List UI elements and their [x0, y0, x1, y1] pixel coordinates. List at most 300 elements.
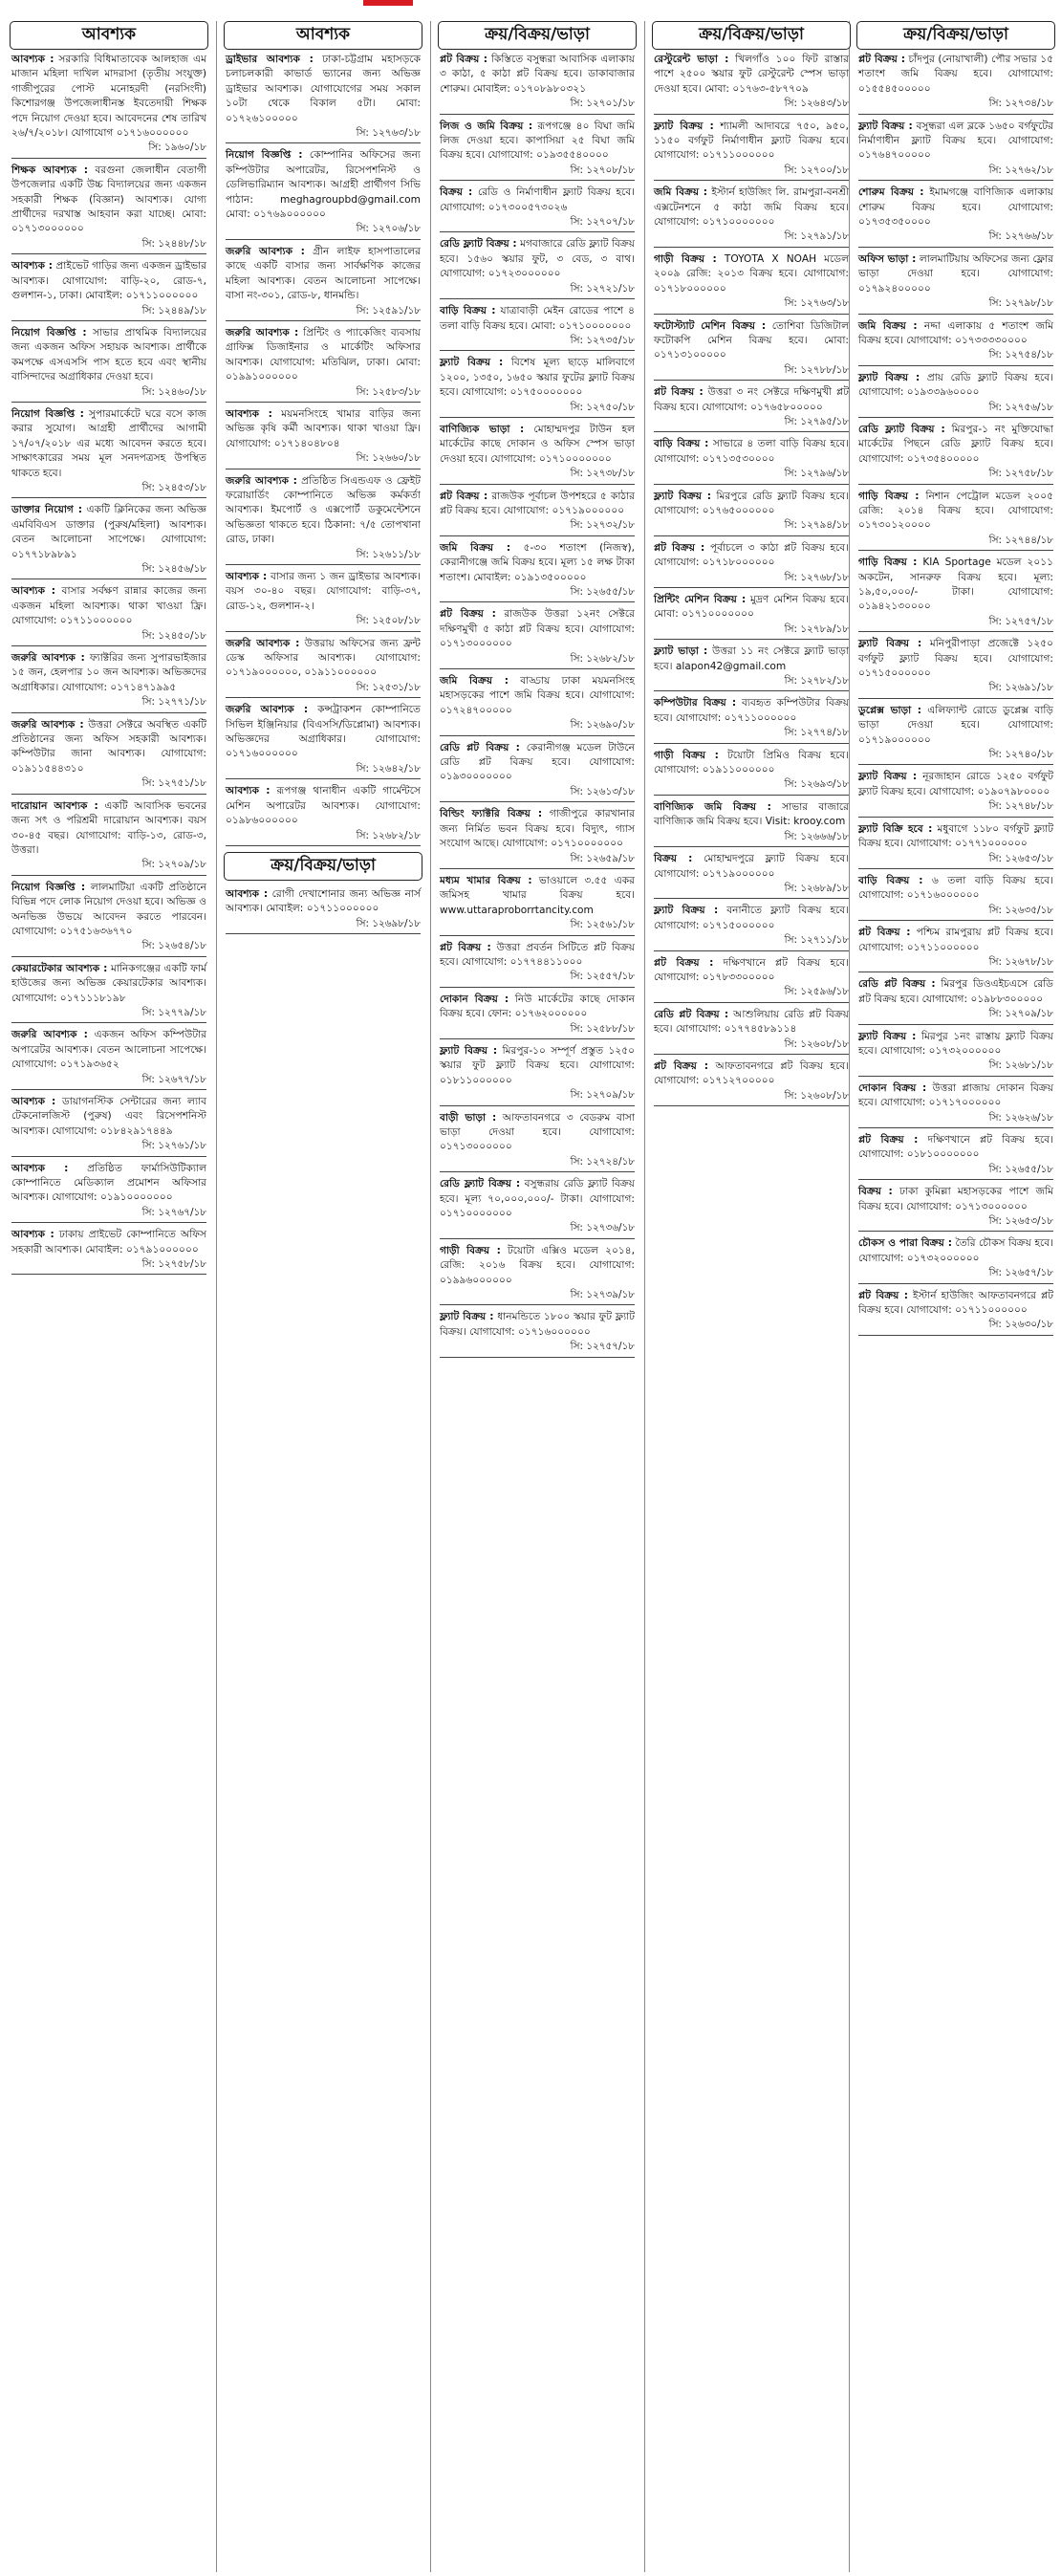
ad-body: নদ্দা এলাকায় ৫ শতাংশ জমি বিক্রয় হবে। যোগাযোগ: ০১৭৩৩৩৩০০০০ [858, 319, 1054, 346]
ad-title: বাড়ী ভাড়া : [440, 1111, 497, 1124]
ad-title: অফিস ভাড়া : [858, 252, 917, 265]
ad-title: জরুরি আবশ্যক : [11, 652, 85, 665]
classified-ad [224, 50, 422, 143]
classified-ad [224, 567, 422, 632]
ad-title: ডাক্তার নিয়োগ : [11, 504, 83, 516]
ad-body: আফতাবনগরে ৩ বেডরুম বাসা ভাড়া দেওয়া হবে। যোগাযোগ: ০১৭১৩০০০০০০ [440, 1111, 635, 1153]
ad-body: মনিপুরীপাড়া প্রজেক্টে ১২৫০ বর্গফুট ফ্ল্যাট বিক্রয় হবে। যোগাযোগ: ০১৭১৫০০০০০০ [858, 638, 1054, 680]
ad-body: দক্ষিণখানে প্লট বিক্রয় হবে। যোগাযোগ: ০১৭৮৩৩০০০০০ [654, 956, 849, 983]
classified-ad [652, 434, 851, 484]
ad-body: গ্রীন লাইফ হাসপাতালের কাছে একটি বাসার জন্য সার্বক্ষণিক কাজের মহিলা আবশ্যক। বেতন আলোচনা সাপেক্ষে। বাসা নং-৩০১, রোড-৮, ধানমন্ডি। [226, 245, 421, 302]
classified-ad [652, 590, 851, 640]
page-top-bar [0, 0, 1061, 10]
ad-body: শ্যামলী আদাবরে ৭৫০, ৯৫০, ১১৫০ বর্গফুট নির্মাণাধীন ফ্ল্যাট বিক্রয় হবে। যোগাযোগ: ০১৭১১০০০০০০ [654, 120, 850, 162]
ad-title: গাড়ী বিক্রয় : [654, 749, 719, 761]
ad-title: ফ্ল্যাট বিক্রি হবে : [858, 822, 933, 835]
ad-title: বাণিজ্যিক জমি বিক্রয় : [654, 800, 771, 813]
ad-reference: সি: ১২৭৩৫/১৮ [440, 334, 635, 351]
classified-ad [856, 183, 1055, 248]
ad-title: বাণিজ্যিক ভাড়া : [440, 423, 525, 435]
ad-body: একজন অফিস কম্পিউটার অপারেটর আবশ্যক। বেতন আলোচনা সাপেক্ষে। যোগাযোগ: ০১৭১৯৩৬৫২ [11, 1029, 206, 1071]
classified-ad [438, 604, 637, 669]
classified-ad [856, 974, 1055, 1024]
top-accent-stripe [363, 0, 413, 6]
ad-title: ফ্ল্যাট বিক্রয় : [858, 371, 920, 383]
ad-body: কোম্পানির অফিসের জন্য কম্পিউটার অপারেটর, রিসেপশনিস্ট ও ডেলিভারিম্যান আবশ্যক। আগ্রহী প্রার্থীগণ সিভি পাঠান: meghagroupbd@gmail.com মোবা: ০১৭৬৯০০০০০০ [226, 149, 421, 221]
ad-reference: সি: ১২৬৫৩/১৮ [858, 1214, 1053, 1232]
ad-title: নিয়োগ বিজ্ঞপ্তি : [226, 149, 303, 162]
ad-title: রেডি প্লট বিক্রয় : [440, 741, 520, 753]
ad-body: প্রতিষ্ঠিত ফার্মাসিউটিক্যাল কোম্পানিতে মেডিক্যাল প্রমোশন অফিসার আবশ্যক। যোগাযোগ: ০১৯১০০০০০০০ [11, 1162, 206, 1204]
ad-body: পশ্চিম রামপুরায় প্লট বিক্রয় হবে। যোগাযোগ: ০১৭১১০০০০০০ [858, 927, 1053, 953]
ad-reference: সি: ১২৬১৩/১৮ [440, 785, 635, 802]
ad-reference: সি: ১২৭৯৪/১৮ [654, 518, 849, 535]
ad-body: ইস্টার্ন হাউজিং আফতাবনগরে প্লট বিক্রয় হবে। যোগাযোগ: ০১৭১১০০০০০০ [858, 1289, 1053, 1317]
ad-reference: সি: ১২৬৮২/১৮ [440, 652, 635, 669]
ad-body: আফতাবনগরে প্লট বিক্রয় হবে। যোগাযোগ: ০১৭১২৭০০০০০ [654, 1059, 849, 1087]
classified-ad [438, 301, 637, 351]
ad-body: লালমাটিয়ায় অফিসের জন্য ফ্লোর ভাড়া দেওয়া হবে। যোগাযোগ: ০১৭৯২৪০০০০০ [858, 252, 1053, 295]
ad-reference: সি: ১২৫৮৮/১৮ [440, 1022, 635, 1039]
ad-body: সাভারে ৪ তলা বাড়ি বিক্রয় হবে। যোগাযোগ: ০১৭১৩৫৩০০০০ [654, 438, 850, 465]
classified-ad [438, 990, 637, 1039]
ad-title: নিয়োগ বিজ্ঞপ্তি : [11, 881, 86, 893]
classified-ad [10, 1225, 208, 1275]
ad-reference: সি: ১২৭৬৩/১৮ [654, 296, 849, 314]
ad-title: বিল্ডিং ফ্যাক্টরি বিক্রয় : [440, 808, 543, 820]
ad-body: প্রিন্টিং ও প্যাকেজিং ব্যবসায় গ্রাফিক্স ডিজাইনার ও মার্কেটিং অফিসার আবশ্যক। যোগাযোগ: মতিঝিল, ঢাকা। মোবা: ০১৯৯১০০০০০০ [226, 326, 422, 383]
ad-reference: সি: ১২৭৫০/১৮ [440, 401, 635, 418]
ad-reference: সি: ১২৫৫৭/১৮ [440, 970, 635, 987]
ad-title: আবশ্যক : [11, 1096, 56, 1107]
ad-body: টয়োটা এক্সিও মডেল ২০১৪, রেজি: ২০১৬ বিক্রয় হবে। যোগাযোগ: ০১৯৯৬০০০০০০ [440, 1244, 635, 1286]
ad-body: বনানীতে ফ্ল্যাট বিক্রয় হবে। যোগাযোগ: ০১৭১৫০০০০০০ [654, 905, 849, 931]
ad-reference: সি: ১২৭৫৭/১৮ [440, 1340, 635, 1357]
ad-title: প্লট বিক্রয় : [858, 1134, 919, 1146]
ad-body: KIA Sportage মডেল ২০১১ অকটেন, সানরুফ বিক্রয় হবে। মূল্য: ১৯,৫০,০০০/- টাকা। যোগাযোগ: ০১৯৪২১৩০০০০ [858, 557, 1054, 613]
ad-title: প্লট বিক্রয় : [654, 1059, 708, 1072]
ad-body: রেডি ও নির্মাণাধীন ফ্ল্যাট বিক্রয় হবে। যোগাযোগ: ০১৭৩০০৫৭৩০২৬ [440, 186, 636, 213]
ad-title: ফ্ল্যাট বিক্রয় : [440, 357, 504, 369]
ad-reference: সি: ১২৭৬৩/১৮ [226, 126, 421, 143]
classified-ad [652, 117, 851, 182]
ad-title: প্লট বিক্রয় : [858, 54, 905, 65]
ad-reference: সি: ১২৭৯৮/১৮ [858, 296, 1053, 314]
ad-reference: সি: ১২৪৪৮/১৮ [11, 237, 206, 254]
ad-body: একটি ক্লিনিকের জন্য অভিজ্ঞ এমবিবিএস ডাক্তার (পুরুষ/মহিলা) আবশ্যক। বেতন আলোচনা সাপেক্ষে। যোগাযোগ: ০১৭৭১৮৯৮৯১ [11, 504, 206, 560]
ad-reference: সি: ১২৭৩৪/১৮ [858, 97, 1053, 114]
classified-ad [652, 50, 851, 115]
ad-title: আবশ্যক : [11, 585, 56, 598]
section-header: আবশ্যক [10, 21, 208, 50]
ad-body: বসুন্ধরায় রেডি ফ্ল্যাট বিক্রয় হবে। মূল্য ৭০,০০০,০০০/- টাকা। যোগাযোগ: ০১৭১০০০০০০০ [440, 1178, 635, 1220]
ad-body: উত্তরা ১১ নং সেক্টরে ফ্ল্যাট ভাড়া হবে। alapon42@gmail.com [654, 645, 849, 672]
ad-reference: সি: ১২৭২৪/১৮ [440, 1155, 635, 1172]
ad-title: কম্পিউটার বিক্রয় : [654, 697, 737, 709]
ad-reference: সি: ১২৬৩৫/১৮ [858, 904, 1053, 921]
ad-reference: সি: ১২৬১১/১৮ [226, 548, 421, 565]
classified-ad [856, 1130, 1055, 1180]
ad-title: ফ্ল্যাট ভাড়া : [654, 645, 708, 658]
ad-reference: সি: ১২৬২৬/১৮ [858, 1111, 1053, 1128]
ad-body: ইস্টার্ন হাউজিং লি. রামপুরা-বনশ্রী এক্সটেনশনে ৫ কাঠা জমি বিক্রয় হবে। যোগাযোগ: ০১৭১০০০০০০০ [654, 186, 850, 229]
ad-title: শোরুম বিক্রয় : [858, 186, 924, 199]
classified-ad [652, 538, 851, 588]
ad-title: ফ্ল্যাট বিক্রয় : [440, 1044, 498, 1057]
ad-reference: সি: ১২৭৬৬/১৮ [858, 229, 1053, 247]
ad-reference: সি: ১২৬৫৭/১৮ [858, 1266, 1053, 1283]
ad-title: বাড়ি বিক্রয় : [858, 874, 923, 886]
ad-body: রাজউক উত্তরা ১২নং সেক্টরে দক্ষিণমুখী ৫ কাঠা প্লট বিক্রয় হবে। যোগাযোগ: ০১৭১৩০০০০০০ [440, 608, 635, 650]
ad-body: রোগী দেখাশোনার জন্য অভিজ্ঞ নার্স আবশ্যক। মোবাইল: ০১৭১১০০০০০০ [226, 887, 422, 915]
ad-reference: সি: ১২৭৫৮/১৮ [11, 1257, 206, 1275]
classified-ad [438, 1041, 637, 1106]
ad-body: তোশিবা ডিজিটাল ফটোকপি মেশিন বিক্রয় হবে। মোবা: ০১৭১৩১০০০০০ [654, 319, 849, 361]
ad-title: প্লট বিক্রয় : [440, 941, 491, 953]
classified-ad [438, 671, 637, 736]
ad-body: পূর্বাচলে ৩ কাঠা প্লট বিক্রয় হবে। যোগাযোগ: ০১৭১৮০০০০০০ [654, 541, 849, 569]
ad-reference: সি: ১২৬৫৩/১৮ [858, 852, 1053, 869]
ad-body: তৈরি চৌকস বিক্রয় হবে। যোগাযোগ: ০১৭৩২০০০০০০ [858, 1237, 1053, 1264]
ad-title: গাড়ি বিক্রয় : [858, 490, 920, 502]
ad-title: জরুরি আবশ্যক : [11, 1029, 88, 1041]
ad-body: মানিকগঞ্জের একটি ফার্ম হাউজের জন্য অভিজ্ঞ কেয়ারটেকার আবশ্যক। যোগাযোগ: ০১৭১১১৮১৯৮ [11, 962, 206, 1004]
ad-title: জমি বিক্রয় : [654, 186, 707, 199]
classified-ad [10, 797, 208, 876]
ad-reference: সি: ১২৪৫৬/১৮ [11, 562, 206, 579]
ad-reference: সি: ১২৭৩৮/১৮ [440, 467, 635, 484]
classified-ad [856, 767, 1055, 817]
ad-title: প্লট বিক্রয় : [440, 608, 496, 621]
ad-body: টয়োটা প্রিমিও বিক্রয় হবে। যোগাযোগ: ০১৯১১০০০০০০ [654, 749, 849, 776]
ad-body: বসুন্ধরা এল ব্লকে ১৬৫০ বর্গফুটের নির্মাণাধীন ফ্ল্যাট বিক্রয় হবে। যোগাযোগ: ০১৭৬৪৭০০০০০ [858, 120, 1053, 162]
classified-ad [438, 117, 637, 182]
section-header: ক্রয়/বিক্রয়/ভাড়া [438, 21, 637, 50]
classified-ad [10, 161, 208, 254]
ad-title: দারোয়ান আবশ্যক : [11, 799, 98, 812]
ad-title: কেয়ারটেকার আবশ্যক : [11, 962, 108, 974]
ad-body: যাত্রাবাড়ী মেইন রোডের পাশে ৪ তলা বাড়ি বিক্রয় হবে। মোবা: ০১৭১০০০০০০০ [440, 305, 635, 332]
ad-reference: সি: ১২৫৯১/১৮ [226, 304, 421, 321]
ad-reference: সি: ১২৭৮৯/১৮ [654, 622, 849, 640]
ad-body: মুদ্রণ মেশিন বিক্রয় হবে। মোবা: ০১৭১০০০০০০০ [654, 594, 849, 621]
ad-body: এলিফ্যান্ট রোডে ডুপ্লেক্স বাড়ি ভাড়া দেওয়া হবে। যোগাযোগ: ০১৭১৯০০০০০০ [858, 704, 1053, 746]
ad-body: বাসার জন্য ১ জন ড্রাইভার আবশ্যক। বয়স ৩০-৪০ বছর। যোগাযোগ: বাড়ি-৩৭, রোড-১২, গুলশান-২। [226, 571, 421, 612]
ad-reference: সি: ১২৭৭৯/১৮ [11, 1006, 206, 1023]
ad-body: কন্সট্রাকশন কোম্পানিতে সিভিল ইঞ্জিনিয়ার (বিএসসি/ডিপ্লোমা) আবশ্যক। অভিজ্ঞদের অগ্রাধিকার। যোগাযোগ: ০১৭১৬০০০০০০ [226, 704, 421, 760]
ad-reference: সি: ১২৫৮৩/১৮ [226, 385, 421, 403]
ad-body: ঢাকায় প্রাইভেট কোম্পানিতে অফিস সহকারী আবশ্যক। মোবাইল: ০১৭৯১০০০০০০ [11, 1229, 206, 1255]
ad-body: কিস্তিতে বসুন্ধরা আবাসিক এলাকায় ৩ কাঠা, ৫ কাঠা প্লট বিক্রয় হবে। ডাকাবাজার শোরুম। মোবাইল: ০১৭০৮৯৮০৩২১ [440, 54, 635, 95]
classified-ad [856, 701, 1055, 766]
ad-title: আবশ্যক : [11, 54, 54, 65]
ad-reference: সি: ১২৬৯১/১৮ [858, 681, 1053, 698]
ad-body: ধানমন্ডিতে ১৮০০ স্কয়ার ফুট ফ্ল্যাট বিক্রয়। যোগাযোগ: ০১৭১৬০০০০০০ [440, 1311, 635, 1338]
classified-ad [438, 1174, 637, 1239]
ad-reference: সি: ১২৭৬২/১৮ [858, 164, 1053, 181]
ad-title: ড্রাইভার আবশ্যক : [226, 54, 314, 65]
ad-body: লালমাটিয়া একটি প্রতিষ্ঠানে বিভিন্ন পদে লোক নিয়োগ দেওয়া হবে। অভিজ্ঞ ও অনভিজ্ঞ উভয়ে আবেদন করতে পারবেন। যোগাযোগ: ০১৭৫১৬৩৬৭৭০ [11, 881, 206, 937]
ad-reference: সি: ১২৬৯৮/১৮ [226, 917, 421, 934]
classified-ad [438, 487, 637, 536]
classified-ad [10, 323, 208, 403]
ad-reference: সি: ১২৭৯৬/১৮ [654, 467, 849, 484]
column-5 [856, 21, 1055, 1338]
classified-ad [438, 938, 637, 988]
ad-reference: সি: ১২৭৪৪/১৮ [858, 534, 1053, 551]
ad-reference: সি: ১২৭৮২/১৮ [654, 674, 849, 691]
ad-reference: সি: ১২৪৬০/১৮ [11, 385, 206, 403]
classified-ad [856, 117, 1055, 182]
ad-title: ডুপ্লেক্স ভাড়া : [858, 704, 921, 716]
ad-reference: সি: ১২৬৭৭/১৮ [11, 1073, 206, 1090]
ad-title: ফ্ল্যাট বিক্রয় : [858, 771, 918, 783]
ad-title: আবশ্যক : [11, 1162, 69, 1174]
ad-title: প্রিন্টিং মেশিন বিক্রয় : [654, 594, 747, 605]
ad-reference: সি: ১২৭৭১/১৮ [11, 695, 206, 712]
ad-body: ৫-৩০ শতাংশ (নিজস্ব), কেরানীগঞ্জে জমি বিক্রয় হবে। মূল্য ১৫ লক্ষ টাকা শতাংশ। মোবাইল: ০১৯১৩৫০০০০০ [440, 541, 635, 583]
classified-ad [224, 781, 422, 846]
ad-reference: সি: ১২৬৩০/১৮ [858, 1318, 1053, 1335]
ad-reference: সি: ১২৬৯৩/১৮ [654, 777, 849, 795]
ad-reference: সি: ১২৬৮২/১৮ [226, 829, 421, 846]
ad-title: নিয়োগ বিজ্ঞপ্তি : [11, 407, 84, 420]
ad-title: রেডি প্লট বিক্রয় : [654, 1008, 729, 1020]
ad-title: রেস্টুরেন্ট ভাড়া : [654, 54, 729, 65]
classified-ad [856, 553, 1055, 632]
ad-body: সুপারমার্কেটে ঘরে বসে কাজ করার সুযোগ। আগ্রহী প্রার্থীদের আগামী ১৭/০৭/২০১৮ এর মধ্যে আবেদন করতে হবে। সাক্ষাৎকারের সময় মূল সনদপত্রসহ উপস্থিত থাকতে হবে। [11, 407, 206, 479]
ad-body: আশুলিয়ায় রেডি প্লট বিক্রয় হবে। যোগাযোগ: ০১৭৭৪৫৮৯১১৪ [654, 1008, 849, 1036]
ad-title: প্লট বিক্রয় : [654, 541, 705, 554]
ad-title: রেডি ফ্ল্যাট বিক্রয় : [858, 423, 945, 435]
ad-body: সাভার প্রাথমিক বিদ্যালয়ের জন্য একজন অফিস সহায়ক আবশ্যক। প্রার্থীকে কমপক্ষে এসএসসি পাস হতে হবে এবং স্থানীয় বাসিন্দাদের অগ্রাধিকার দেওয়া হবে। [11, 326, 206, 383]
column-rule [644, 21, 645, 2572]
ad-reference: সি: ১২৭০৬/১৮ [226, 222, 421, 239]
ad-title: দোকান বিক্রয় : [858, 1081, 927, 1094]
ad-title: বিক্রয় : [654, 853, 693, 865]
classified-ad [438, 1307, 637, 1357]
ad-title: জমি বিক্রয় : [440, 541, 511, 554]
ad-body: প্রায় রেডি ফ্ল্যাট বিক্রয় হবে। যোগাযোগ: ০১৯৩৩৯৬০০০০ [858, 371, 1053, 399]
ad-body: বিশেষ মূল্য ছাড়ে মালিবাগে ১২০০, ১৩৫০, ১৬৫০ স্কয়ার ফুটের ফ্ল্যাট বিক্রয় হবে। যোগাযোগ: ০১৭৫০০০০০০০ [440, 357, 635, 399]
classified-ad [10, 648, 208, 713]
ad-reference: সি: ১২৭৫১/১৮ [11, 776, 206, 794]
ad-reference: সি: ১২৭৯১/১৮ [654, 229, 849, 247]
ad-body: মোহাম্মদপুর টাউন হল মার্কেটের কাছে দোকান ও অফিস স্পেস ভাড়া দেওয়া হবে। যোগাযোগ: ০১৭১০০০০০০০ [440, 423, 635, 465]
ad-reference: সি: ১২৬৫৪/১৮ [11, 939, 206, 956]
classified-ad [652, 1005, 851, 1055]
ad-body: প্রাইভেট গাড়ির জন্য একজন ড্রাইভার আবশ্যক। যোগাযোগ: বাড়ি-২০, রোড-৭, গুলশান-১, ঢাকা। মোবাইল: ০১৭১১০০০০০০ [11, 260, 207, 302]
ad-title: আবশ্যক : [11, 260, 53, 273]
classified-ad [856, 250, 1055, 315]
ad-title: গাড়ি বিক্রয় : [858, 557, 918, 569]
section-header: ক্রয়/বিক্রয়/ভাড়া [652, 21, 851, 50]
classified-ad [652, 953, 851, 1003]
classified-ad [438, 1241, 637, 1306]
ad-title: ফ্ল্যাট বিক্রয় : [858, 638, 922, 650]
ad-body: ৬ তলা বাড়ি বিক্রয় হবে। যোগাযোগ: ০১৭১৬০০০০০০ [858, 874, 1053, 902]
ad-title: জরুরি আবশ্যক : [226, 637, 300, 649]
ad-title: শিক্ষক আবশ্যক : [11, 164, 88, 176]
ad-title: জরুরি আবশ্যক : [226, 474, 297, 487]
ad-reference: সি: ১২৭০৯/১৮ [11, 858, 206, 875]
ad-body: মিরপুর ডিওএইচএসে রেডি প্লট বিক্রয় হবে। যোগাযোগ: ০১৯৮৮৩০০০০০ [858, 978, 1053, 1005]
classified-ad [652, 183, 851, 248]
ad-reference: সি: ১২৫৯৬/১৮ [654, 985, 849, 1002]
classified-ad [438, 420, 637, 485]
ad-reference: সি: ১২৭৫৪/১৮ [858, 348, 1053, 365]
ad-title: আবশ্যক : [226, 887, 269, 900]
ad-reference: সি: ১২৭৮৮/১৮ [654, 363, 849, 381]
ad-title: জমি বিক্রয় : [440, 675, 509, 688]
classified-ad [224, 323, 422, 403]
classified-ad [10, 50, 208, 159]
classified-ad [438, 871, 637, 936]
ad-body: দক্ষিণখানে প্লট বিক্রয় হবে। যোগাযোগ: ০১৮১০০০০০০০ [858, 1134, 1053, 1161]
classified-ad [856, 1079, 1055, 1128]
classified-ad [438, 738, 637, 803]
ad-body: নিশান পেট্রোল মডেল ২০০৫ রেজি: ২০১৪ বিক্রয় হবে। যোগাযোগ: ০১৭৩০১২০০০০ [858, 490, 1053, 532]
classified-ad [856, 420, 1055, 485]
ad-title: বিক্রয় : [440, 186, 473, 199]
ad-reference: সি: ১২৬৬৬/১৮ [654, 830, 849, 847]
ad-reference: সি: ১২৬৮১/১৮ [858, 1059, 1053, 1076]
section-header: ক্রয়/বিক্রয়/ভাড়া [856, 21, 1055, 50]
classified-ad [10, 1159, 208, 1224]
classified-ad [856, 487, 1055, 552]
classified-ad [652, 797, 851, 847]
ad-title: লিজ ও জমি বিক্রয় : [440, 120, 533, 132]
ad-reference: সি: ১২৫০৮/১৮ [226, 614, 421, 631]
ad-body: প্রতিষ্ঠিত সিএন্ডএফ ও ফ্রেইট ফরোয়ার্ডিং কোম্পানিতে অভিজ্ঞ কর্মকর্তা আবশ্যক। ইমপোর্ট ও এক্সপোর্ট ডকুমেন্টেশনে অভিজ্ঞতা থাকতে হবে। ঠিকানা: ৭/৫ তোপখানা রোড, ঢাকা। [226, 474, 421, 546]
classified-ad [10, 1092, 208, 1157]
classified-ad [856, 1233, 1055, 1283]
ad-title: প্লট বিক্রয় : [858, 1289, 908, 1301]
ad-reference: সি: ১২৭৫৮/১৮ [858, 467, 1053, 484]
classified-ad [652, 849, 851, 899]
ad-reference: সি: ১২৭৭৪/১৮ [654, 726, 849, 743]
ad-title: দোকান বিক্রয় : [440, 993, 509, 1005]
ad-body: সাভার বাজারে বাণিজ্যিক জমি বিক্রয় হবে। Visit: krooy.com [654, 800, 849, 828]
ad-title: বাড়ি বিক্রয় : [654, 438, 709, 450]
classified-ad [224, 145, 422, 239]
ad-body: ঢাকা কুমিল্লা মহাসড়কের পাশে জমি বিক্রয় হবে। যোগাযোগ: ০১৭১৩০০০০০০ [858, 1186, 1053, 1212]
ad-reference: সি: ১২৬৮৯/১৮ [654, 882, 849, 899]
ad-title: রেডি ফ্ল্যাট বিক্রয় : [440, 238, 517, 251]
classified-ad [652, 382, 851, 432]
ad-body: ডায়াগনস্টিক সেন্টারের জন্য ল্যাব টেকনোলজিস্ট (পুরুষ) এবং রিসেপশনিস্ট আবশ্যক। যোগাযোগ: ০১৮৪২৯১৭৪৪৯ [11, 1096, 206, 1137]
ad-title: মধ্যম খামার বিক্রয় : [440, 874, 532, 886]
classified-ad [224, 884, 422, 934]
ad-title: আবশ্যক : [226, 571, 268, 582]
ad-title: প্লট বিক্রয় : [440, 490, 488, 502]
ad-reference: সি: ১২৭০১/১৮ [440, 97, 635, 114]
ad-title: প্লট বিক্রয় : [654, 386, 704, 399]
classified-ad [856, 368, 1055, 418]
classified-ad [438, 1108, 637, 1173]
classified-ad [224, 700, 422, 779]
ad-reference: সি: ১২৭৬১/১৮ [11, 1139, 206, 1156]
column-3 [438, 21, 637, 1360]
ad-reference: সি: ১২৬৪২/১৮ [226, 762, 421, 779]
ad-reference: সি: ১২৭০৮/১৮ [440, 164, 635, 181]
ad-body: উত্তরা সেক্টরে অবস্থিত একটি প্রতিষ্ঠানের জন্য অফিস সহকারী আবশ্যক। কম্পিউটার জানা আবশ্যক। যোগাযোগ: ০১৯১১৫৪৪৩১০ [11, 718, 206, 775]
ad-reference: সি: ১২৬৬০/১৮ [226, 451, 421, 469]
ad-title: জরুরি আবশ্যক : [226, 245, 305, 257]
ad-body: রূপগঞ্জ থানাধীন একটি গার্মেন্টসে মেশিন অপারেটর আবশ্যক। যোগাযোগ: ০১৯৮৬০০০০০০ [226, 785, 421, 827]
ad-reference: সি: ১২৭৯৫/১৮ [654, 415, 849, 432]
ad-body: উত্তরা প্লাজায় দোকান বিক্রয় হবে। যোগাযোগ: ০১৭১৭০০০০০০ [858, 1081, 1053, 1109]
ad-body: চাঁদপুর (নোয়াখালী) পৌর সভার ১৫ শতাংশ জমি বিক্রয় হবে। যোগাযোগ: ০১৫৫৪৫০০০০০ [858, 54, 1053, 95]
classified-ad [438, 538, 637, 603]
ad-title: আবশ্যক : [11, 1229, 54, 1241]
classified-ad [856, 923, 1055, 972]
ad-body: ভাওয়ালে ৩.৫৫ একর জমিসহ খামার বিক্রয় হবে। www.uttaraproborrtancity.com [440, 874, 635, 916]
ad-title: ফ্ল্যাট বিক্রয় : [654, 120, 714, 132]
ad-title: প্লট বিক্রয় : [858, 927, 911, 939]
ad-title: নিয়োগ বিজ্ঞপ্তি : [11, 326, 87, 338]
ad-body: খিলগাঁও ১০০ ফিট রাস্তার পাশে ২৫০০ স্কয়ার ফুট রেস্টুরেন্ট স্পেস ভাড়া দেওয়া হবে। মোবা: ০১৭৬৩-৫৮৭৭০৯ [654, 54, 849, 95]
ad-reference: সি: ১২৭০০/১৮ [654, 164, 849, 181]
classified-ad [856, 317, 1055, 366]
ad-body: ফ্যাক্টরির জন্য সুপারভাইজার ১৫ জন, হেলপার ১০ জন আবশ্যক। অভিজ্ঞদের অগ্রাধিকার। যোগাযোগ: ০১৭১৪৭১৯৯৫ [11, 652, 206, 693]
ad-reference: সি: ১২৬৫৫/১৮ [440, 585, 635, 602]
ad-reference: সি: ১২৭৩৯/১৮ [440, 1288, 635, 1305]
ad-body: মিরপুর ১নং রাস্তায় ফ্ল্যাট বিক্রয় হবে। যোগাযোগ: ০১৭৩২০০০০০০ [858, 1030, 1053, 1057]
classified-ad [10, 878, 208, 957]
classified-ad [856, 50, 1055, 115]
ad-body: ঢাকা-চট্টগ্রাম মহাসড়কে চলাচলকারী কাভার্ড ভ্যানের জন্য অভিজ্ঞ ড্রাইভার আবশ্যক। যোগাযোগের সময় সকাল ১০টা থেকে বিকাল ৫টা। মোবা: ০১৭২৬১০০০০০ [226, 54, 421, 124]
ad-title: ফ্ল্যাট বিক্রয় : [654, 905, 719, 917]
ad-title: বিক্রয় : [858, 1186, 893, 1198]
classified-ad [438, 183, 637, 232]
classified-ad [224, 242, 422, 321]
classified-ad [856, 1027, 1055, 1077]
classified-ad [652, 693, 851, 743]
ad-body: TOYOTA X NOAH মডেল ২০০৯ রেজি: ২০১৩ বিক্রয় হবে। যোগাযোগ: ০১৭১৮০০০০০০ [654, 252, 849, 295]
ad-body: উত্তরা ৩ নং সেক্টরে দক্ষিণমুখী প্লট বিক্রয় হবে। যোগাযোগ: ০১৭৬৫৮০০০০০ [654, 386, 849, 413]
classified-ad [10, 1025, 208, 1090]
classified-ad [438, 804, 637, 869]
ad-reference: সি: ১২৭৬৭/১৮ [11, 1206, 206, 1223]
ad-title: ফ্ল্যাট বিক্রয় : [654, 490, 712, 502]
ad-title: জমি বিক্রয় : [858, 319, 918, 332]
ad-body: বাড্ডায় ঢাকা ময়মনসিংহ মহাসড়কের পাশে জমি বিক্রয় হবে। যোগাযোগ: ০১৭২৪৭০০০০০ [440, 675, 635, 716]
ad-body: রাজউক পূর্বাচল উপশহরে ৫ কাঠার প্লট বিক্রয় হবে। যোগাযোগ: ০১৭১৯০০০০০০ [440, 490, 635, 516]
ad-title: আবশ্যক : [226, 785, 271, 797]
ad-title: জরুরি আবশ্যক : [226, 704, 309, 716]
ad-body: ইমামগঞ্জে বাণিজ্যিক এলাকায় শোরুম বিক্রয় হবে। যোগাযোগ: ০১৭৩৫৩৫০০০০ [858, 186, 1053, 229]
ad-reference: সি: ১২৪৫৩/১৮ [11, 481, 206, 498]
column-4 [652, 21, 851, 1108]
ad-title: ফ্ল্যাট বিক্রয় : [440, 1311, 494, 1323]
ad-body: সরকারি বিধিমাতাবেক আলহাজ এম মাজান মহিলা দাখিল মাদরাসা (তৃতীয় সংযুক্ত) গাজীপুরের পোস্ট মনোহরদী (নরসিংদী) কিশোরগঞ্জ উপজেলাধীনস্ত ইবতেদায়ী শিক্ষক পদে নিয়োগ দেওয়া হবে। আবেদনের শেষ তারিখ ২৬/৭/২০১৮। যোগাযোগ ০১৭১৬০০০০০০ [11, 54, 206, 140]
column-rule [430, 21, 431, 2572]
ad-title: জরুরি আবশ্যক : [11, 718, 84, 731]
ad-reference: সি: ১২৬৫৯/১৮ [440, 852, 635, 869]
classified-ad [652, 487, 851, 536]
ad-reference: সি: ১২৭০৭/১৮ [440, 215, 635, 232]
ad-body: উত্তরায় অফিসের জন্য ফ্রন্ট ডেস্ক অফিসার আবশ্যক। যোগাযোগ: ০১৭১৯০০০০০০, ০১৯১১০০০০০০ [226, 637, 421, 679]
ad-body: রূপগঞ্জে ৪০ বিঘা জমি লিজ দেওয়া হবে। কাপাসিয়া ২৫ বিঘা জমি বিক্রয় হবে। যোগাযোগ: ০১৯৩৫৫৪০০০০ [440, 120, 635, 162]
section-header: ক্রয়/বিক্রয়/ভাড়া [224, 852, 422, 881]
ad-body: মিরপুর-১০ সম্পূর্ণ প্রস্তুত ১২৫০ স্কয়ার ফুট ফ্ল্যাট বিক্রয় হবে। যোগাযোগ: ০১৮১১০০০০০০ [440, 1044, 636, 1086]
classified-ad [10, 256, 208, 321]
ad-body: উত্তরা প্রবর্তন সিটিতে প্লট বিক্রয় হবে। যোগাযোগ: ০১৭৭৪৪১১০০০ [440, 941, 635, 968]
column-rule [216, 21, 217, 2572]
ad-body: নূরজাহান রোডে ১২৫০ বর্গফুট ফ্ল্যাট বিক্রয় হবে। যোগাযোগ: ০১৯০৭৯৮০০০০ [858, 771, 1053, 797]
classified-ad [856, 1182, 1055, 1232]
